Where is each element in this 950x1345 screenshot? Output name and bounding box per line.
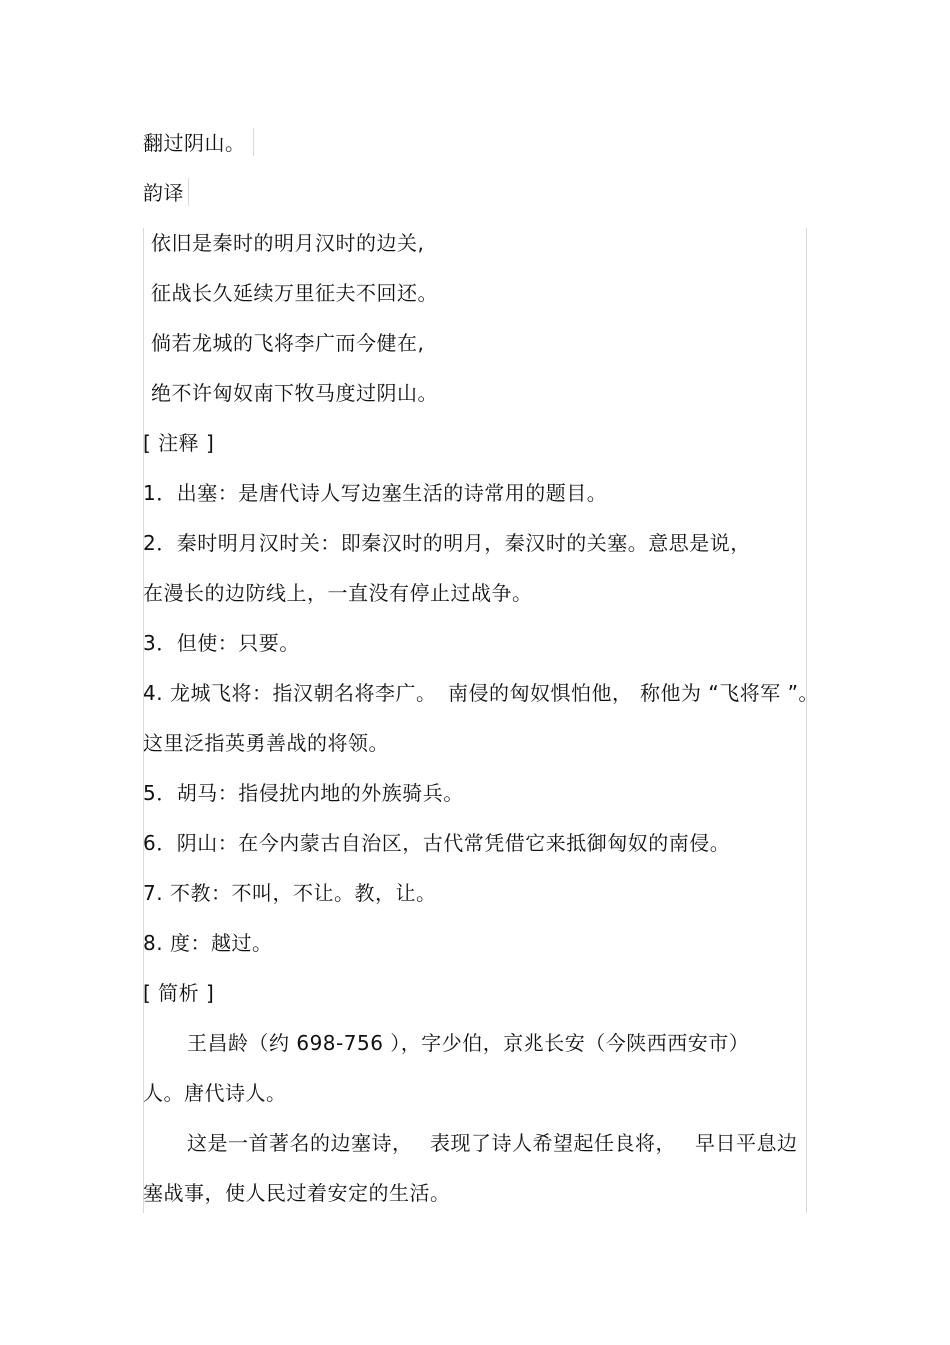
translation-line-3: 倘若龙城的飞将李广而今健在, [151,331,425,355]
translation-line-4: 绝不许匈奴南下牧马度过阴山。 [151,381,438,405]
note-4-line-2: 这里泛指英勇善战的将领。 [143,731,389,755]
text-line-1: 翻过阴山。 [143,131,246,155]
note-4-part-3: 称他为 “飞将军 ”。 [640,681,819,705]
box-border-heading-right [188,178,189,206]
note-2-line-2: 在漫长的边防线上，一直没有停止过战争。 [143,581,533,605]
heading-yunyi: 韵译 [143,181,184,205]
note-4-part-1: 4. 龙城飞将：指汉朝名将李广。 [143,681,437,705]
analysis-heading: [ 简析 ] [143,981,215,1005]
note-5: 5．胡马：指侵扰内地的外族骑兵。 [143,781,464,805]
analysis-para-2-part-1: 这是一首著名的边塞诗， [187,1131,413,1155]
analysis-para-1-line-2: 人。唐代诗人。 [143,1081,287,1105]
table-border-right [806,228,807,1213]
box-border-top-right [253,128,254,156]
note-3: 3．但使：只要。 [143,631,300,655]
note-1: 1．出塞：是唐代诗人写边塞生活的诗常用的题目。 [143,481,608,505]
note-8: 8. 度：越过。 [143,931,273,955]
table-border-left [143,228,144,1213]
notes-heading: [ 注释 ] [143,431,215,455]
note-7: 7. 不教：不叫，不让。教，让。 [143,881,437,905]
translation-line-2: 征战长久延续万里征夫不回还。 [151,281,438,305]
analysis-para-2-part-2: 表现了诗人希望起任良将， [430,1131,676,1155]
translation-line-1: 依旧是秦时的明月汉时的边关, [151,231,425,255]
analysis-para-2-line-2: 塞战事，使人民过着安定的生活。 [143,1181,451,1205]
note-6: 6．阴山：在今内蒙古自治区，古代常凭借它来抵御匈奴的南侵。 [143,831,731,855]
analysis-para-1-line-1: 王昌龄（约 698-756 ），字少伯，京兆长安（今陕西西安市） [187,1031,750,1055]
note-4-part-2: 南侵的匈奴惧怕他， [448,681,633,705]
analysis-para-2-part-3: 早日平息边 [695,1131,798,1155]
note-2-line-1: 2．秦时明月汉时关：即秦汉时的明月，秦汉时的关塞。意思是说， [143,531,751,555]
